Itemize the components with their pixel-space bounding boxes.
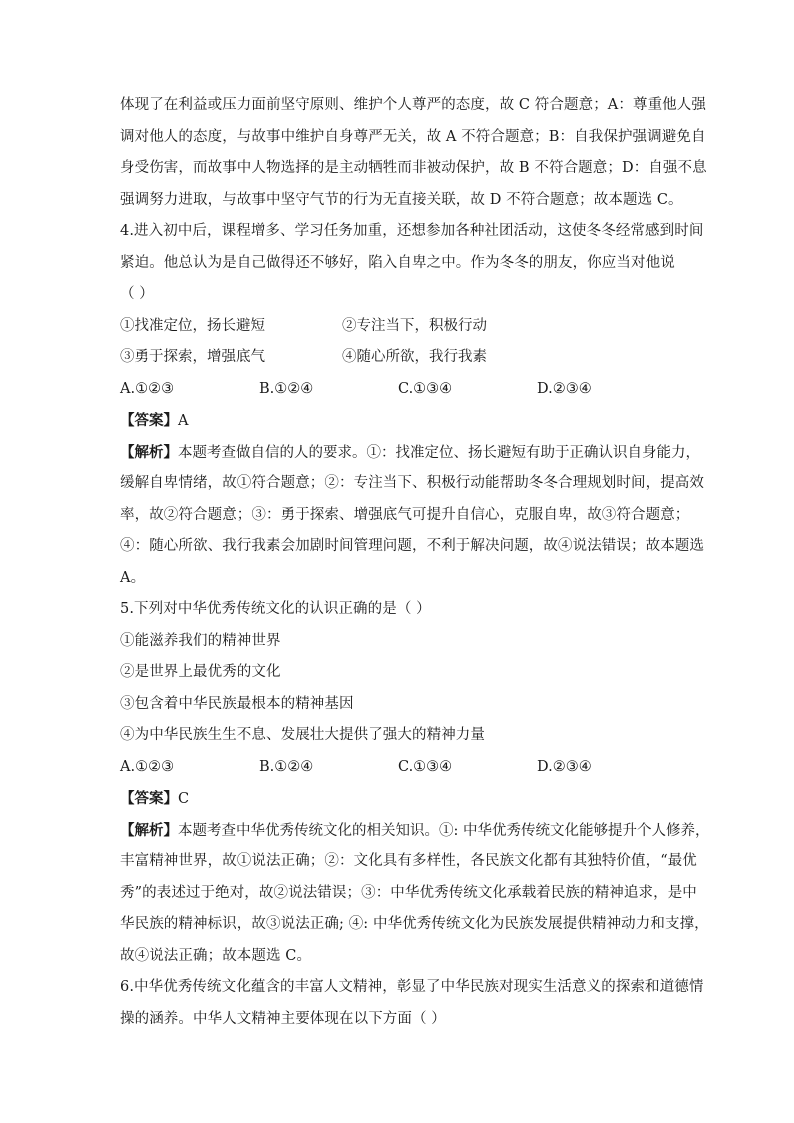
previous-analysis-continuation <box>120 90 709 216</box>
answer-value: C <box>178 791 190 807</box>
analysis-text: 率，故②符合题意；③：勇于探索、增强底气可提升自信心，克服自卑，故③符合题意； <box>120 506 690 523</box>
question-5 <box>120 594 709 972</box>
statement-4: ④随心所欲，我行我素 <box>342 349 487 365</box>
choice-row <box>120 374 709 406</box>
choice-c: C.①③④ <box>398 758 453 775</box>
question-4 <box>120 216 709 594</box>
question-6 <box>120 972 709 1035</box>
choice-c: C.①③④ <box>398 380 453 397</box>
text-line: 调对他人的态度，与故事中维护自身尊严无关，故 A 不符合题意；B：自我保护强调避免自 <box>120 128 706 145</box>
choice-a: A.①②③ <box>120 758 175 775</box>
text-line: 体现了在利益或压力面前坚守原则、维护个人尊严的态度，故 C 符合题意；A：尊重他人强 <box>120 97 706 113</box>
question-stem-line: 5.下列对中华优秀传统文化的认识正确的是（ ） <box>120 601 431 617</box>
choice-b: B.①②④ <box>259 758 314 775</box>
statement-2: ②是世界上最优秀的文化 <box>120 664 281 680</box>
analysis-text: A。 <box>120 569 146 586</box>
choice-row <box>120 752 709 784</box>
answer-line <box>120 783 709 815</box>
analysis-tag: 【解析】 <box>120 821 178 839</box>
analysis-tag: 【解析】 <box>120 443 178 461</box>
statement-4: ④为中华民族生生不息、发展壮大提供了强大的精神力量 <box>120 727 485 743</box>
analysis-text: ④：随心所欲、我行我素会加剧时间管理问题，不利于解决问题，故④说法错误；故本题选 <box>120 538 704 554</box>
answer-line <box>120 405 709 437</box>
analysis-line <box>120 815 709 847</box>
choice-d: D.②③④ <box>537 758 592 775</box>
question-stem-line: 操的涵养。中华人文精神主要体现在以下方面（ ） <box>120 1010 446 1027</box>
answer-value: A <box>178 413 189 429</box>
analysis-text: 本题考查做自信的人的要求。①：找准定位、扬长避短有助于正确认识自身能力， <box>178 444 700 461</box>
text-line: 身受伤害，而故事中人物选择的是主动牺牲而非被动保护，故 B 不符合题意；D：自强不息 <box>120 160 707 176</box>
choice-b: B.①②④ <box>259 380 314 397</box>
statement-2: ②专注当下，积极行动 <box>342 317 487 334</box>
analysis-text: 故④说法正确；故本题选 C。 <box>120 947 312 964</box>
statement-3: ③勇于探索，增强底气 <box>120 349 265 365</box>
answer-tag: 【答案】 <box>120 412 178 429</box>
analysis-line <box>120 437 709 469</box>
statement-row <box>120 311 709 343</box>
statement-1: ①能滋养我们的精神世界 <box>120 632 281 649</box>
choice-a: A.①②③ <box>120 380 175 397</box>
answer-blank: （ ） <box>120 286 154 302</box>
statement-1: ①找准定位，扬长避短 <box>120 317 265 334</box>
text-line: 强调努力进取，与故事中坚守气节的行为无直接关联，故 D 不符合题意；故本题选 C。 <box>120 191 683 208</box>
analysis-text: 秀”的表述过于绝对，故②说法错误；③：中华优秀传统文化承载着民族的精神追求，是中 <box>120 884 697 901</box>
analysis-text: 丰富精神世界，故①说法正确；②：文化具有多样性，各民族文化都有其独特价值，“最优 <box>120 853 697 869</box>
question-stem-line: 紧迫。他总认为是自己做得还不够好，陷入自卑之中。作为冬冬的朋友，你应当对他说 <box>120 254 675 271</box>
question-stem-line: 4.进入初中后，课程增多、学习任务加重，还想参加各种社团活动，这使冬冬经常感到时间 <box>120 223 704 239</box>
analysis-text: 缓解自卑情绪，故①符合题意；②：专注当下、积极行动能帮助冬冬合理规划时间，提高效 <box>120 475 704 491</box>
choice-d: D.②③④ <box>537 380 592 397</box>
statement-row <box>120 342 709 374</box>
statement-3: ③包含着中华民族最根本的精神基因 <box>120 695 354 712</box>
analysis-text: 华民族的精神标识，故③说法正确; ④: 中华优秀传统文化为民族发展提供精神动力和支撑， <box>120 916 709 932</box>
question-stem-line: 6.中华优秀传统文化蕴含的丰富人文精神，彰显了中华民族对现实生活意义的探索和道德情 <box>120 979 704 995</box>
analysis-text: 本题考查中华优秀传统文化的相关知识。①: 中华优秀传统文化能够提升个人修养， <box>178 822 710 839</box>
answer-tag: 【答案】 <box>120 790 178 807</box>
